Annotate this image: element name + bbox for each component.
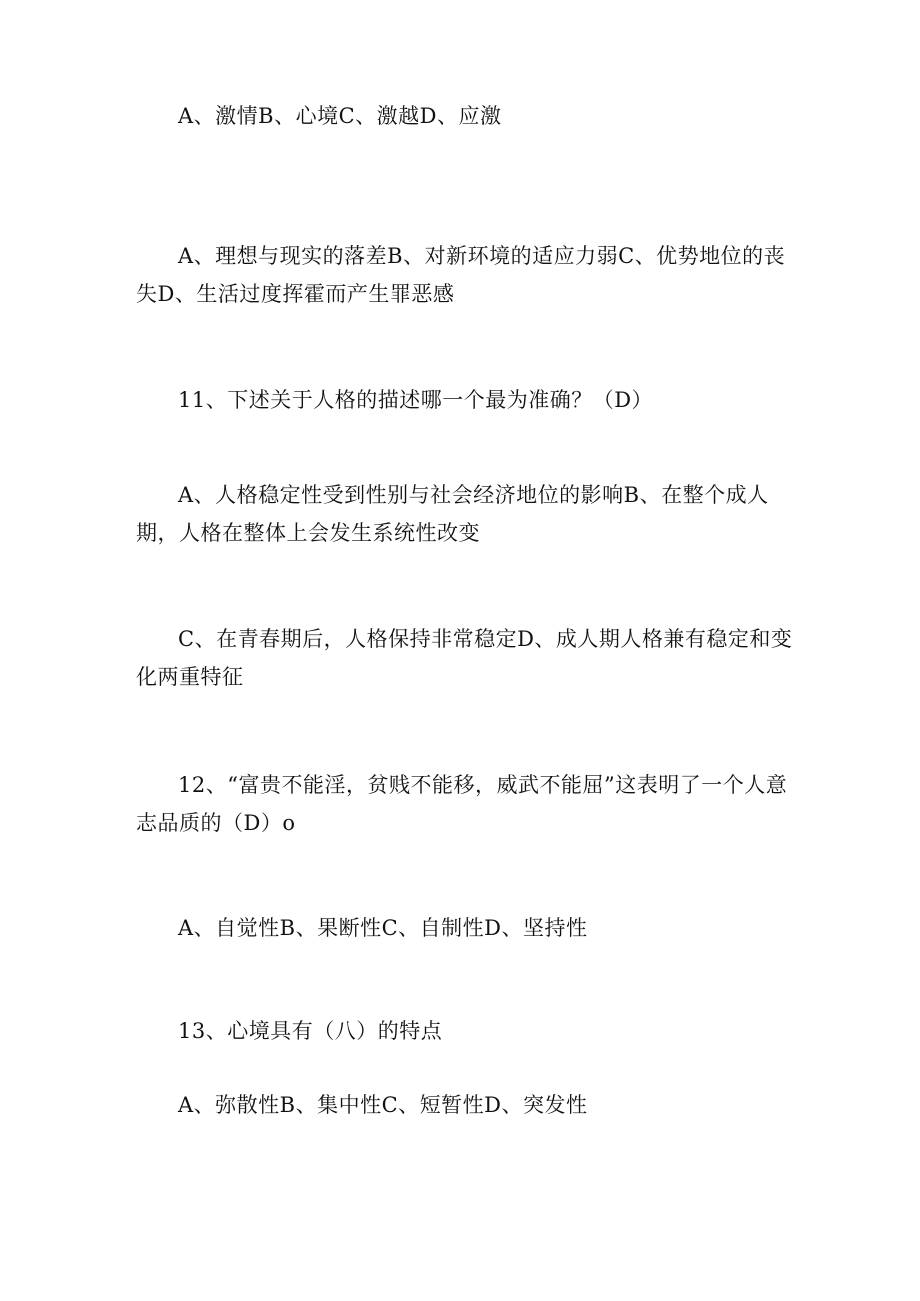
option-line-11-ab: A、人格稳定性受到性别与社会经济地位的影响B、在整个成人期，人格在整体上会发生系统性改变 — [136, 483, 769, 545]
option-line-11-cd: C、在青春期后，人格保持非常稳定D、成人期人格兼有稳定和变化两重特征 — [136, 627, 793, 689]
option-line-13: A、弥散性B、集中性C、短暂性D、突发性 — [178, 1093, 588, 1117]
option-line-emotion-types: A、激情B、心境C、激越D、应激 — [178, 104, 502, 128]
option-line-adaptation-causes: A、理想与现实的落差B、对新环境的适应力弱C、优势地位的丧失D、生活过度挥霍而产生罪恶感 — [136, 244, 786, 306]
question-13: 13、心境具有（八）的特点 — [178, 1019, 443, 1043]
question-11: 11、下述关于人格的描述哪一个最为准确？（D） — [178, 388, 654, 412]
option-line-12: A、自觉性B、果断性C、自制性D、坚持性 — [178, 916, 588, 940]
question-12: 12、“富贵不能淫，贫贱不能移，威武不能屈”这表明了一个人意志品质的（D）o — [136, 773, 788, 835]
